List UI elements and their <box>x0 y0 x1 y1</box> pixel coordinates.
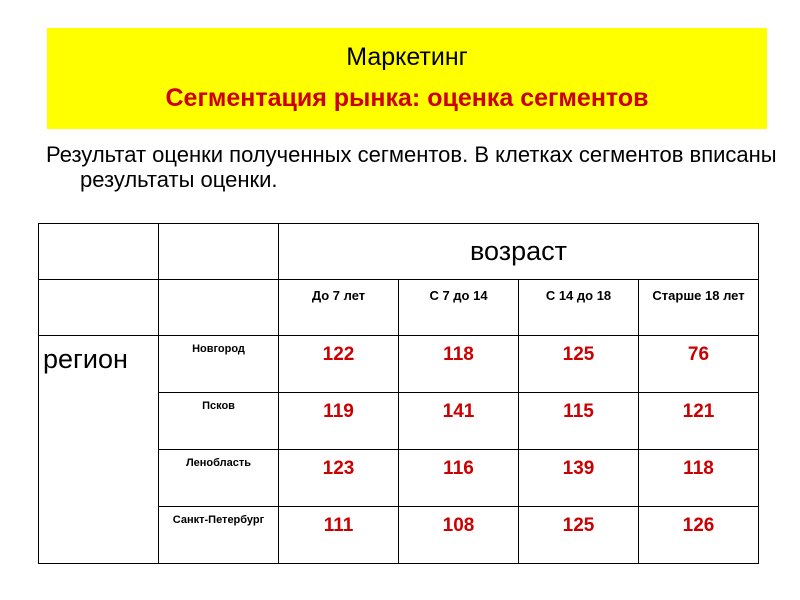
region-name: Новгород <box>159 336 279 393</box>
age-groups-row <box>39 280 759 336</box>
age-group-0: До 7 лет <box>279 280 399 336</box>
title-main: Маркетинг <box>346 43 468 71</box>
empty-cell <box>159 280 279 336</box>
value-cell: 139 <box>519 450 639 507</box>
region-name: Ленобласть <box>159 450 279 507</box>
age-group-1: С 7 до 14 <box>399 280 519 336</box>
segment-table <box>38 223 759 564</box>
value-cell: 126 <box>639 507 759 564</box>
age-group-2: С 14 до 18 <box>519 280 639 336</box>
title-band <box>47 28 767 129</box>
description-text: Результат оценки полученных сегментов. В клетках сегментов вписаны результаты оценки. <box>46 142 777 192</box>
value-cell: 141 <box>399 393 519 450</box>
region-name: Псков <box>159 393 279 450</box>
region-header: регион <box>39 336 159 564</box>
empty-cell <box>159 224 279 280</box>
age-header: возраст <box>279 224 759 280</box>
table-header-row <box>39 224 759 280</box>
value-cell: 123 <box>279 450 399 507</box>
value-cell: 118 <box>399 336 519 393</box>
value-cell: 119 <box>279 393 399 450</box>
value-cell: 108 <box>399 507 519 564</box>
value-cell: 76 <box>639 336 759 393</box>
value-cell: 116 <box>399 450 519 507</box>
empty-cell <box>39 224 159 280</box>
value-cell: 111 <box>279 507 399 564</box>
empty-cell <box>39 280 159 336</box>
table-row <box>39 336 759 393</box>
value-cell: 125 <box>519 336 639 393</box>
value-cell: 118 <box>639 450 759 507</box>
value-cell: 115 <box>519 393 639 450</box>
value-cell: 121 <box>639 393 759 450</box>
region-name: Санкт-Петербург <box>159 507 279 564</box>
value-cell: 122 <box>279 336 399 393</box>
age-group-3: Старше 18 лет <box>639 280 759 336</box>
title-subtitle: Сегментация рынка: оценка сегментов <box>165 84 649 112</box>
value-cell: 125 <box>519 507 639 564</box>
